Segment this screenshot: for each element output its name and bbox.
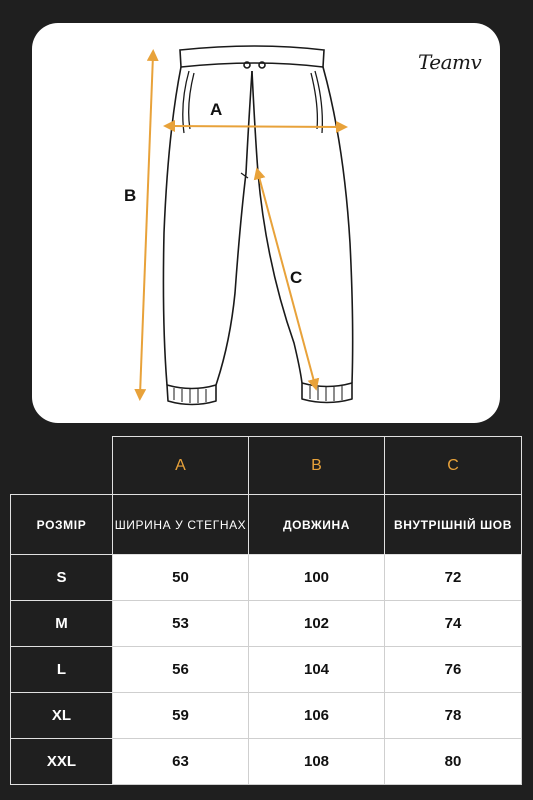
size-label: M xyxy=(11,601,113,647)
size-label: L xyxy=(11,647,113,693)
value-b: 104 xyxy=(249,647,385,693)
diagram-card xyxy=(32,23,500,423)
value-a: 50 xyxy=(113,555,249,601)
value-c: 78 xyxy=(385,693,522,739)
value-a: 56 xyxy=(113,647,249,693)
label-b: B xyxy=(124,186,137,205)
corner-cell xyxy=(11,437,113,495)
arrow-c xyxy=(258,173,315,385)
arrow-b xyxy=(140,55,153,395)
value-b: 100 xyxy=(249,555,385,601)
letter-c: C xyxy=(385,437,522,495)
letter-b: B xyxy=(249,437,385,495)
label-c: C xyxy=(290,268,303,287)
value-a: 63 xyxy=(113,739,249,785)
brand-logo: Teamv xyxy=(418,50,482,74)
value-c: 80 xyxy=(385,739,522,785)
value-c: 76 xyxy=(385,647,522,693)
table-row xyxy=(11,647,522,693)
table-row xyxy=(11,555,522,601)
value-a: 53 xyxy=(113,601,249,647)
label-a: A xyxy=(210,100,223,119)
header-hip-width: ШИРИНА У СТЕГНАХ xyxy=(113,495,249,555)
waistband xyxy=(180,46,324,68)
header-size: РОЗМІР xyxy=(11,495,113,555)
size-table xyxy=(10,436,522,785)
header-length: ДОВЖИНА xyxy=(249,495,385,555)
size-label: S xyxy=(11,555,113,601)
pants-outline xyxy=(163,67,352,405)
table-row xyxy=(11,693,522,739)
value-c: 72 xyxy=(385,555,522,601)
pants-diagram xyxy=(32,23,500,423)
letter-a: A xyxy=(113,437,249,495)
size-label: XXL xyxy=(11,739,113,785)
table-row xyxy=(11,601,522,647)
header-inseam: ВНУТРІШНІЙ ШОВ xyxy=(385,495,522,555)
value-a: 59 xyxy=(113,693,249,739)
arrow-a xyxy=(169,126,342,127)
letters-row xyxy=(11,437,522,495)
value-b: 106 xyxy=(249,693,385,739)
value-b: 108 xyxy=(249,739,385,785)
size-label: XL xyxy=(11,693,113,739)
value-b: 102 xyxy=(249,601,385,647)
header-row xyxy=(11,495,522,555)
table-row xyxy=(11,739,522,785)
value-c: 74 xyxy=(385,601,522,647)
